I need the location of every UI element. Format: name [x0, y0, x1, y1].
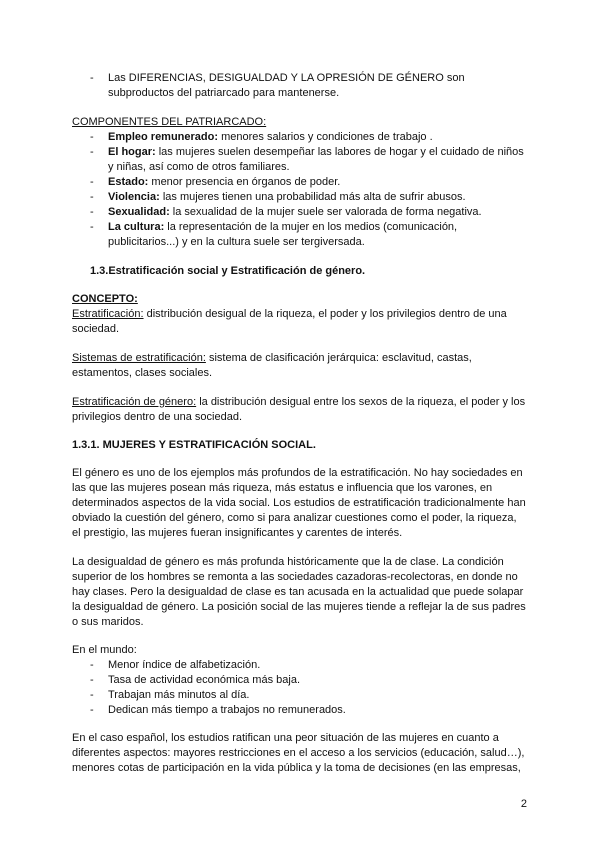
list-item [72, 190, 528, 205]
item-term: El hogar: [108, 146, 156, 158]
list-dash: - [90, 131, 94, 143]
list-item-text: Trabajan más minutos al día. [108, 689, 250, 701]
list-item [72, 71, 528, 101]
list-item [72, 703, 528, 718]
list-dash: - [90, 146, 94, 158]
list-dash: - [90, 689, 94, 701]
concepto-section [72, 292, 528, 337]
item-text: la sexualidad de la mujer suele ser valorada de forma negativa. [169, 206, 482, 218]
mundo-intro: En el mundo: [72, 644, 137, 656]
list-item [72, 688, 528, 703]
componentes-list [72, 130, 528, 250]
paragraph-block [72, 731, 528, 776]
definition-text: la distribución desigual entre los sexos de la riqueza, el poder y los privilegios dentro de una sociedad. [72, 396, 526, 423]
list-item-text: Menor índice de alfabetización. [108, 659, 261, 671]
item-text: las mujeres tienen una probabilidad más alta de sufrir abusos. [159, 191, 466, 203]
definition-block [72, 395, 528, 425]
list-dash: - [90, 176, 94, 188]
paragraph-block [72, 555, 528, 630]
section-title-1-3-1 [72, 438, 528, 453]
definition-text: sistema de clasificación jerárquica: esclavitud, castas, estamentos, clases sociales. [72, 352, 472, 379]
item-term: Violencia: [108, 191, 160, 203]
item-term: Empleo remunerado: [108, 131, 219, 143]
mundo-section [72, 643, 528, 718]
list-item-text: Tasa de actividad económica más baja. [108, 674, 300, 686]
section-title: 1.3.1. MUJERES Y ESTRATIFICACIÓN SOCIAL. [72, 439, 316, 451]
list-dash: - [90, 659, 94, 671]
paragraph: En el caso español, los estudios ratifican una peor situación de las mujeres en cuanto a diferentes aspectos: mayores restricciones en el acceso a los servicios (educación, salud…), menores cotas de participación en la vida pública y la toma de decisiones (en las empresas, [72, 732, 525, 774]
definition-block [72, 351, 528, 381]
list-dash: - [90, 191, 94, 203]
item-text: menor presencia en órganos de poder. [148, 176, 341, 188]
definition-term: Sistemas de estratificación: [72, 352, 206, 364]
list-item-text: Dedican más tiempo a trabajos no remunerados. [108, 704, 346, 716]
list-dash: - [90, 221, 94, 233]
list-dash: - [90, 72, 94, 84]
item-text: menores salarios y condiciones de trabajo . [218, 131, 433, 143]
list-item [72, 205, 528, 220]
section-title-1-3 [90, 264, 528, 279]
list-item [72, 175, 528, 190]
componentes-heading: COMPONENTES DEL PATRIARCADO: [72, 116, 267, 128]
definition [72, 395, 528, 425]
concepto-heading: CONCEPTO: [72, 293, 138, 305]
item-term: La cultura: [108, 221, 165, 233]
paragraph-block [72, 466, 528, 541]
list-item-text: Las DIFERENCIAS, DESIGUALDAD Y LA OPRESIÓN DE GÉNERO son subproductos del patriarcado para mantenerse. [108, 72, 465, 99]
definition [72, 351, 528, 381]
list-item [72, 220, 528, 250]
list-dash: - [90, 704, 94, 716]
definition-term: Estratificación: [72, 308, 144, 320]
list-item [72, 130, 528, 145]
mundo-list [72, 658, 528, 718]
list-item [72, 658, 528, 673]
definition-text: distribución desigual de la riqueza, el poder y los privilegios dentro de una sociedad. [72, 308, 507, 335]
componentes-section [72, 115, 528, 250]
item-text: la representación de la mujer en los medios (comunicación, publicitarios...) y en la cultura suele ser tergiversada. [108, 221, 458, 248]
list-item [72, 673, 528, 688]
definition [72, 307, 528, 337]
item-term: Sexualidad: [108, 206, 170, 218]
item-term: Estado: [108, 176, 149, 188]
list-dash: - [90, 206, 94, 218]
definition-term: Estratificación de género: [72, 396, 197, 408]
list-item [72, 145, 528, 175]
item-text: las mujeres suelen desempeñar las labores de hogar y el cuidado de niños y niñas, así como de otros familiares. [108, 146, 524, 173]
paragraph: La desigualdad de género es más profunda históricamente que la de clase. La condición superior de los hombres se remonta a las sociedades cazadoras-recolectoras, en donde no hay clases. Pero la desigualdad de clase es tan acusada en la actualidad que puede solapar la desigualdad de género. La posición social de las mujeres tiende a reflejar la de sus padres o sus maridos. [72, 556, 526, 628]
intro-list [72, 71, 528, 101]
section-title: 1.3.Estratificación social y Estratificación de género. [90, 265, 366, 277]
list-dash: - [90, 674, 94, 686]
page-number: 2 [520, 798, 527, 810]
paragraph: El género es uno de los ejemplos más profundos de la estratificación. No hay sociedades en las que las mujeres posean más riqueza, más estatus e influencia que los varones, en determinados aspectos de la vida social. Los estudios de estratificación tradicionalmente han obviado la cuestión del género, como si para analizar cuestiones como el poder, la riqueza, el prestigio, las mujeres fueran insignificantes y carentes de interés. [72, 467, 526, 539]
